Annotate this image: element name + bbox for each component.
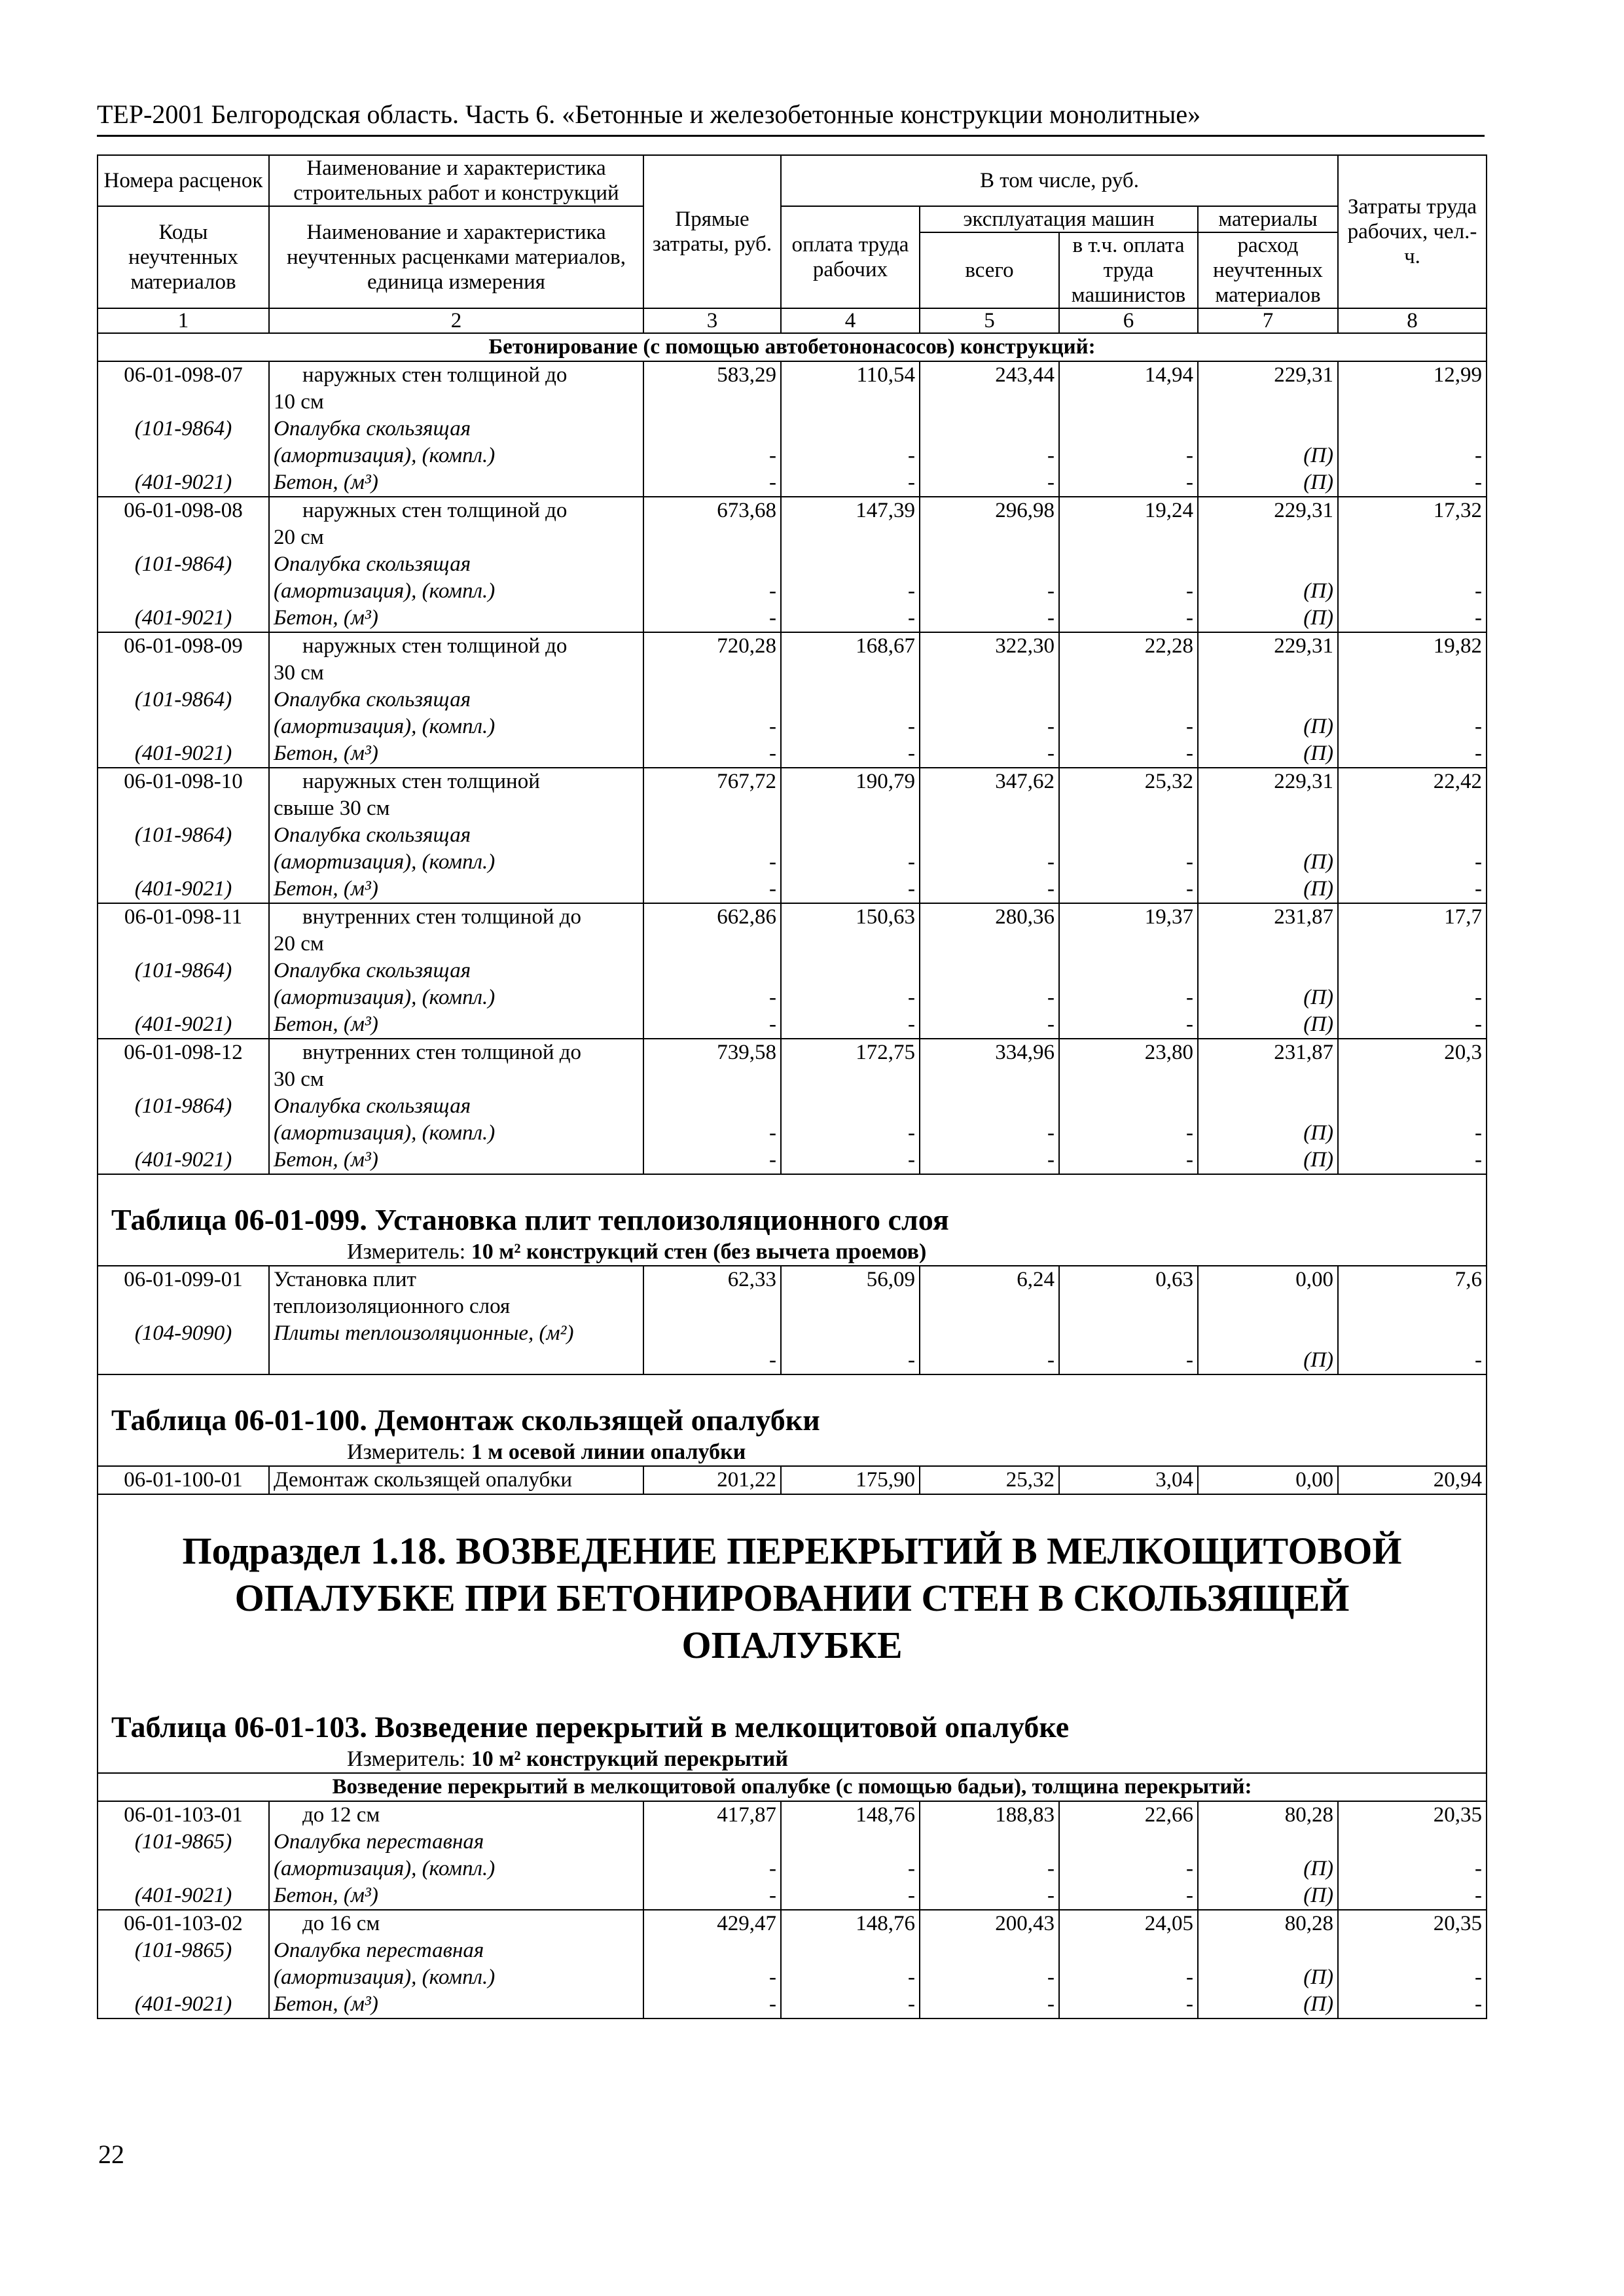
worker-pay: 147,39 xyxy=(781,497,920,524)
empty-value: - xyxy=(781,1856,920,1882)
unaccounted-material: (П) xyxy=(1198,442,1338,469)
empty-value: - xyxy=(920,740,1059,768)
col-number: 7 xyxy=(1198,308,1338,333)
page-number: 22 xyxy=(98,2140,124,2169)
rate-name: наружных стен толщиной до xyxy=(269,632,643,660)
machines-total: 322,30 xyxy=(920,632,1059,660)
empty-value: - xyxy=(1059,1856,1198,1882)
empty-value: - xyxy=(781,849,920,876)
rate-code: 06-01-098-09 xyxy=(98,632,269,660)
unaccounted-material: (П) xyxy=(1198,849,1338,876)
operator-pay: 19,37 xyxy=(1059,903,1198,931)
measure-line xyxy=(98,1238,1487,1266)
material-name: Бетон, (м³) xyxy=(269,876,643,903)
empty-value: - xyxy=(920,1147,1059,1174)
unaccounted-material: (П) xyxy=(1198,1120,1338,1147)
unaccounted-material: (П) xyxy=(1198,1347,1338,1374)
col-header-machines-total: всего xyxy=(920,232,1059,308)
empty-value: - xyxy=(1059,469,1198,497)
machines-total: 334,96 xyxy=(920,1039,1059,1066)
material-name-cont: (амортизация), (компл.) xyxy=(269,984,643,1011)
materials-cost: 229,31 xyxy=(1198,497,1338,524)
measure-line xyxy=(98,1439,1487,1466)
machines-total: 25,32 xyxy=(920,1466,1059,1494)
operator-pay: 19,24 xyxy=(1059,497,1198,524)
material-code: (401-9021) xyxy=(98,876,269,903)
empty-value: - xyxy=(1338,1147,1487,1174)
empty-value: - xyxy=(1338,578,1487,605)
empty-value: - xyxy=(920,1856,1059,1882)
empty-value: - xyxy=(1059,1964,1198,1991)
empty-value: - xyxy=(1338,740,1487,768)
materials-cost: 80,28 xyxy=(1198,1801,1338,1829)
empty-value: - xyxy=(920,1011,1059,1039)
empty-value: - xyxy=(920,849,1059,876)
material-code: (104-9090) xyxy=(98,1320,269,1347)
rate-code: 06-01-098-07 xyxy=(98,361,269,389)
rate-name: наружных стен толщиной xyxy=(269,768,643,795)
rate-row xyxy=(98,1266,1487,1293)
unaccounted-material: (П) xyxy=(1198,578,1338,605)
machines-total: 6,24 xyxy=(920,1266,1059,1293)
col-number: 4 xyxy=(781,308,920,333)
rate-row xyxy=(98,1801,1487,1829)
empty-value: - xyxy=(1338,1882,1487,1910)
rate-code: 06-01-099-01 xyxy=(98,1266,269,1293)
material-name: Бетон, (м³) xyxy=(269,605,643,632)
empty-value: - xyxy=(1059,1147,1198,1174)
material-name-cont xyxy=(269,1347,643,1374)
material-name: Опалубка переставная xyxy=(269,1829,643,1856)
empty-value: - xyxy=(781,740,920,768)
empty-value: - xyxy=(643,1120,781,1147)
materials-cost: 229,31 xyxy=(1198,632,1338,660)
table-title: Таблица 06-01-099. Установка плит теплоизоляционного слоя xyxy=(98,1174,1487,1238)
empty-value: - xyxy=(781,1991,920,2018)
empty-value: - xyxy=(1338,1964,1487,1991)
material-code: (101-9865) xyxy=(98,1829,269,1856)
material-name: Бетон, (м³) xyxy=(269,469,643,497)
labor-hours: 20,35 xyxy=(1338,1801,1487,1829)
empty-value: - xyxy=(1059,1991,1198,2018)
material-code: (101-9864) xyxy=(98,687,269,713)
material-name: Бетон, (м³) xyxy=(269,740,643,768)
col-number: 5 xyxy=(920,308,1059,333)
measure-value: 1 м осевой линии опалубки xyxy=(471,1440,746,1464)
col-header-labor-hours: Затраты труда рабочих, чел.-ч. xyxy=(1338,155,1487,308)
empty-value: - xyxy=(781,442,920,469)
material-name-cont: (амортизация), (компл.) xyxy=(269,849,643,876)
machines-total: 280,36 xyxy=(920,903,1059,931)
rate-name-cont: 30 см xyxy=(269,1066,643,1093)
rate-code: 06-01-098-12 xyxy=(98,1039,269,1066)
empty-value: - xyxy=(1059,876,1198,903)
material-code: (101-9865) xyxy=(98,1937,269,1964)
unaccounted-material: (П) xyxy=(1198,1147,1338,1174)
rate-row xyxy=(98,1910,1487,1937)
empty-value: - xyxy=(643,442,781,469)
worker-pay: 56,09 xyxy=(781,1266,920,1293)
materials-cost: 231,87 xyxy=(1198,1039,1338,1066)
material-name: Бетон, (м³) xyxy=(269,1147,643,1174)
empty-value: - xyxy=(643,1856,781,1882)
empty-value: - xyxy=(920,876,1059,903)
unaccounted-material: (П) xyxy=(1198,876,1338,903)
material-name: Опалубка скользящая xyxy=(269,822,643,849)
machines-total: 347,62 xyxy=(920,768,1059,795)
empty-value: - xyxy=(643,740,781,768)
labor-hours: 17,7 xyxy=(1338,903,1487,931)
empty-value: - xyxy=(1059,849,1198,876)
empty-value: - xyxy=(643,713,781,740)
material-code: (401-9021) xyxy=(98,740,269,768)
col-header-operator-pay: в т.ч. оплата труда машинистов xyxy=(1059,232,1198,308)
material-code: (401-9021) xyxy=(98,1991,269,2018)
empty-value: - xyxy=(781,605,920,632)
empty-value: - xyxy=(1338,1991,1487,2018)
rate-name: наружных стен толщиной до xyxy=(269,497,643,524)
rate-row xyxy=(98,768,1487,795)
operator-pay: 23,80 xyxy=(1059,1039,1198,1066)
empty-value: - xyxy=(781,1964,920,1991)
material-name: Бетон, (м³) xyxy=(269,1882,643,1910)
empty-value: - xyxy=(781,713,920,740)
empty-value: - xyxy=(1338,713,1487,740)
col-number: 2 xyxy=(269,308,643,333)
empty-value: - xyxy=(1338,1011,1487,1039)
empty-value: - xyxy=(643,1347,781,1374)
empty-value: - xyxy=(643,1882,781,1910)
section-band: Возведение перекрытий в мелкощитовой опалубке (с помощью бадьи), толщина перекрытий: xyxy=(98,1773,1487,1801)
unaccounted-material: (П) xyxy=(1198,740,1338,768)
rate-name: до 12 см xyxy=(269,1801,643,1829)
unaccounted-material: (П) xyxy=(1198,984,1338,1011)
empty-value: - xyxy=(643,1011,781,1039)
empty-value: - xyxy=(920,1964,1059,1991)
col-number: 6 xyxy=(1059,308,1198,333)
empty-value: - xyxy=(643,849,781,876)
worker-pay: 110,54 xyxy=(781,361,920,389)
empty-value: - xyxy=(1059,605,1198,632)
unaccounted-material: (П) xyxy=(1198,605,1338,632)
material-name: Бетон, (м³) xyxy=(269,1011,643,1039)
empty-value: - xyxy=(920,1120,1059,1147)
unaccounted-material: (П) xyxy=(1198,1882,1338,1910)
col-number: 3 xyxy=(643,308,781,333)
labor-hours: 7,6 xyxy=(1338,1266,1487,1293)
unaccounted-material: (П) xyxy=(1198,469,1338,497)
material-name-cont: (амортизация), (компл.) xyxy=(269,713,643,740)
empty-value: - xyxy=(643,578,781,605)
col-header-material-usage: расход неучтенных материалов xyxy=(1198,232,1338,308)
material-code: (101-9864) xyxy=(98,416,269,442)
rate-row xyxy=(98,632,1487,660)
rate-row xyxy=(98,361,1487,389)
rate-name: Демонтаж скользящей опалубки xyxy=(269,1466,643,1494)
rate-name-cont: теплоизоляционного слоя xyxy=(269,1293,643,1320)
direct-cost: 417,87 xyxy=(643,1801,781,1829)
empty-value: - xyxy=(781,876,920,903)
empty-value: - xyxy=(1338,605,1487,632)
empty-value: - xyxy=(1059,578,1198,605)
measure-value: 10 м² конструкций перекрытий xyxy=(471,1747,788,1771)
materials-cost: 0,00 xyxy=(1198,1466,1338,1494)
empty-value: - xyxy=(643,1147,781,1174)
empty-value: - xyxy=(1059,1120,1198,1147)
material-name: Опалубка скользящая xyxy=(269,551,643,578)
empty-value: - xyxy=(1338,1347,1487,1374)
empty-value: - xyxy=(643,605,781,632)
worker-pay: 148,76 xyxy=(781,1910,920,1937)
unaccounted-material: (П) xyxy=(1198,713,1338,740)
operator-pay: 14,94 xyxy=(1059,361,1198,389)
worker-pay: 172,75 xyxy=(781,1039,920,1066)
empty-value: - xyxy=(920,442,1059,469)
empty-value: - xyxy=(1059,1011,1198,1039)
material-name-cont: (амортизация), (компл.) xyxy=(269,1856,643,1882)
materials-cost: 0,00 xyxy=(1198,1266,1338,1293)
material-name: Бетон, (м³) xyxy=(269,1991,643,2018)
empty-value: - xyxy=(920,1991,1059,2018)
material-name: Плиты теплоизоляционные, (м²) xyxy=(269,1320,643,1347)
machines-total: 243,44 xyxy=(920,361,1059,389)
empty-value: - xyxy=(1059,740,1198,768)
empty-value: - xyxy=(781,469,920,497)
empty-value: - xyxy=(1059,984,1198,1011)
labor-hours: 20,35 xyxy=(1338,1910,1487,1937)
unaccounted-material: (П) xyxy=(1198,1856,1338,1882)
col-header-work-name: Наименование и характеристика строительных работ и конструкций xyxy=(269,155,643,206)
measure-line xyxy=(98,1746,1487,1773)
material-code: (101-9864) xyxy=(98,551,269,578)
empty-value: - xyxy=(1338,1120,1487,1147)
rate-row xyxy=(98,497,1487,524)
empty-value: - xyxy=(1338,849,1487,876)
rate-row xyxy=(98,1039,1487,1066)
material-name: Опалубка скользящая xyxy=(269,416,643,442)
rate-code: 06-01-100-01 xyxy=(98,1466,269,1494)
empty-value: - xyxy=(1338,442,1487,469)
direct-cost: 720,28 xyxy=(643,632,781,660)
unaccounted-material: (П) xyxy=(1198,1964,1338,1991)
labor-hours: 20,3 xyxy=(1338,1039,1487,1066)
empty-value: - xyxy=(781,578,920,605)
rate-name: внутренних стен толщиной до xyxy=(269,1039,643,1066)
material-code: (401-9021) xyxy=(98,469,269,497)
empty-value: - xyxy=(643,876,781,903)
unaccounted-material: (П) xyxy=(1198,1991,1338,2018)
empty-value: - xyxy=(920,1882,1059,1910)
col-number: 8 xyxy=(1338,308,1487,333)
machines-total: 200,43 xyxy=(920,1910,1059,1937)
empty-value: - xyxy=(781,1347,920,1374)
rate-name-cont: 20 см xyxy=(269,524,643,551)
worker-pay: 148,76 xyxy=(781,1801,920,1829)
rate-row xyxy=(98,903,1487,931)
labor-hours: 22,42 xyxy=(1338,768,1487,795)
col-number: 1 xyxy=(98,308,269,333)
col-header-group: В том числе, руб. xyxy=(781,155,1338,206)
empty-value: - xyxy=(643,469,781,497)
direct-cost: 739,58 xyxy=(643,1039,781,1066)
col-header-direct-cost: Прямые затраты, руб. xyxy=(643,155,781,308)
machines-total: 188,83 xyxy=(920,1801,1059,1829)
empty-value: - xyxy=(1059,442,1198,469)
materials-cost: 231,87 xyxy=(1198,903,1338,931)
empty-value: - xyxy=(781,1120,920,1147)
material-code: (401-9021) xyxy=(98,1011,269,1039)
operator-pay: 25,32 xyxy=(1059,768,1198,795)
rate-name-cont: свыше 30 см xyxy=(269,795,643,822)
empty-value: - xyxy=(781,1882,920,1910)
empty-value: - xyxy=(920,984,1059,1011)
rate-row xyxy=(98,1466,1487,1494)
rate-code: 06-01-098-11 xyxy=(98,903,269,931)
material-name: Опалубка скользящая xyxy=(269,958,643,984)
subsection-title: Подраздел 1.18. ВОЗВЕДЕНИЕ ПЕРЕКРЫТИЙ В МЕЛКОЩИТОВОЙ ОПАЛУБКЕ ПРИ БЕТОНИРОВАНИИ СТЕН В СКОЛЬЗЯЩЕЙ ОПАЛУБКЕ xyxy=(98,1494,1487,1682)
material-name: Опалубка переставная xyxy=(269,1937,643,1964)
rates-table xyxy=(97,154,1487,2019)
measure-label: Измеритель: xyxy=(347,1747,466,1771)
table-title: Таблица 06-01-103. Возведение перекрытий в мелкощитовой опалубке xyxy=(98,1682,1487,1746)
material-name-cont: (амортизация), (компл.) xyxy=(269,1120,643,1147)
empty-value: - xyxy=(1338,1856,1487,1882)
labor-hours: 20,94 xyxy=(1338,1466,1487,1494)
operator-pay: 22,28 xyxy=(1059,632,1198,660)
empty-value: - xyxy=(920,713,1059,740)
empty-value: - xyxy=(781,1147,920,1174)
empty-value: - xyxy=(920,605,1059,632)
worker-pay: 175,90 xyxy=(781,1466,920,1494)
labor-hours: 12,99 xyxy=(1338,361,1487,389)
rate-code: 06-01-098-10 xyxy=(98,768,269,795)
col-header-worker-pay: оплата труда рабочих xyxy=(781,206,920,308)
rate-name: до 16 см xyxy=(269,1910,643,1937)
empty-value: - xyxy=(1059,713,1198,740)
col-header-rate-no: Номера расценок xyxy=(98,155,269,206)
material-code: (101-9864) xyxy=(98,1093,269,1120)
empty-value: - xyxy=(920,1347,1059,1374)
direct-cost: 767,72 xyxy=(643,768,781,795)
empty-value: - xyxy=(643,1991,781,2018)
materials-cost: 229,31 xyxy=(1198,361,1338,389)
machines-total: 296,98 xyxy=(920,497,1059,524)
empty-value: - xyxy=(1338,876,1487,903)
material-name: Опалубка скользящая xyxy=(269,1093,643,1120)
direct-cost: 62,33 xyxy=(643,1266,781,1293)
empty-value: - xyxy=(643,984,781,1011)
material-name-cont: (амортизация), (компл.) xyxy=(269,442,643,469)
operator-pay: 3,04 xyxy=(1059,1466,1198,1494)
material-name-cont: (амортизация), (компл.) xyxy=(269,1964,643,1991)
empty-value: - xyxy=(781,1011,920,1039)
worker-pay: 150,63 xyxy=(781,903,920,931)
rate-name-cont: 10 см xyxy=(269,389,643,416)
measure-value: 10 м² конструкций стен (без вычета проемов) xyxy=(471,1240,927,1264)
empty-value: - xyxy=(920,469,1059,497)
rate-name: Установка плит xyxy=(269,1266,643,1293)
material-code: (401-9021) xyxy=(98,605,269,632)
section-band: Бетонирование (с помощью автобетононасосов) конструкций: xyxy=(98,333,1487,361)
materials-cost: 80,28 xyxy=(1198,1910,1338,1937)
material-name-cont: (амортизация), (компл.) xyxy=(269,578,643,605)
material-code: (101-9864) xyxy=(98,958,269,984)
rate-name-cont: 20 см xyxy=(269,931,643,958)
measure-label: Измеритель: xyxy=(347,1240,466,1264)
labor-hours: 17,32 xyxy=(1338,497,1487,524)
operator-pay: 0,63 xyxy=(1059,1266,1198,1293)
col-header-materials: материалы xyxy=(1198,206,1338,232)
rate-code: 06-01-103-01 xyxy=(98,1801,269,1829)
rate-name: внутренних стен толщиной до xyxy=(269,903,643,931)
rate-name: наружных стен толщиной до xyxy=(269,361,643,389)
worker-pay: 168,67 xyxy=(781,632,920,660)
empty-value: - xyxy=(1059,1347,1198,1374)
measure-label: Измеритель: xyxy=(347,1440,466,1464)
empty-value: - xyxy=(1338,469,1487,497)
empty-value: - xyxy=(643,1964,781,1991)
material-name: Опалубка скользящая xyxy=(269,687,643,713)
direct-cost: 201,22 xyxy=(643,1466,781,1494)
direct-cost: 662,86 xyxy=(643,903,781,931)
table-title: Таблица 06-01-100. Демонтаж скользящей опалубки xyxy=(98,1374,1487,1439)
labor-hours: 19,82 xyxy=(1338,632,1487,660)
unaccounted-material: (П) xyxy=(1198,1011,1338,1039)
rate-code: 06-01-098-08 xyxy=(98,497,269,524)
direct-cost: 673,68 xyxy=(643,497,781,524)
materials-cost: 229,31 xyxy=(1198,768,1338,795)
operator-pay: 24,05 xyxy=(1059,1910,1198,1937)
rate-code: 06-01-103-02 xyxy=(98,1910,269,1937)
material-code: (101-9864) xyxy=(98,822,269,849)
direct-cost: 429,47 xyxy=(643,1910,781,1937)
operator-pay: 22,66 xyxy=(1059,1801,1198,1829)
empty-value: - xyxy=(781,984,920,1011)
material-code: (401-9021) xyxy=(98,1147,269,1174)
col-header-material-codes: Коды неучтенных материалов xyxy=(98,206,269,308)
empty-value: - xyxy=(1338,984,1487,1011)
worker-pay: 190,79 xyxy=(781,768,920,795)
material-code: (401-9021) xyxy=(98,1882,269,1910)
running-header: ТЕР-2001 Белгородская область. Часть 6. «Бетонные и железобетонные конструкции монолитные» xyxy=(97,98,1485,137)
empty-value: - xyxy=(1059,1882,1198,1910)
rate-name-cont: 30 см xyxy=(269,660,643,687)
direct-cost: 583,29 xyxy=(643,361,781,389)
col-header-material-names: Наименование и характеристика неучтенных расценками материалов, единица измерения xyxy=(269,206,643,308)
col-header-machines: эксплуатация машин xyxy=(920,206,1198,232)
main-table-frame xyxy=(97,154,1486,2019)
empty-value: - xyxy=(920,578,1059,605)
